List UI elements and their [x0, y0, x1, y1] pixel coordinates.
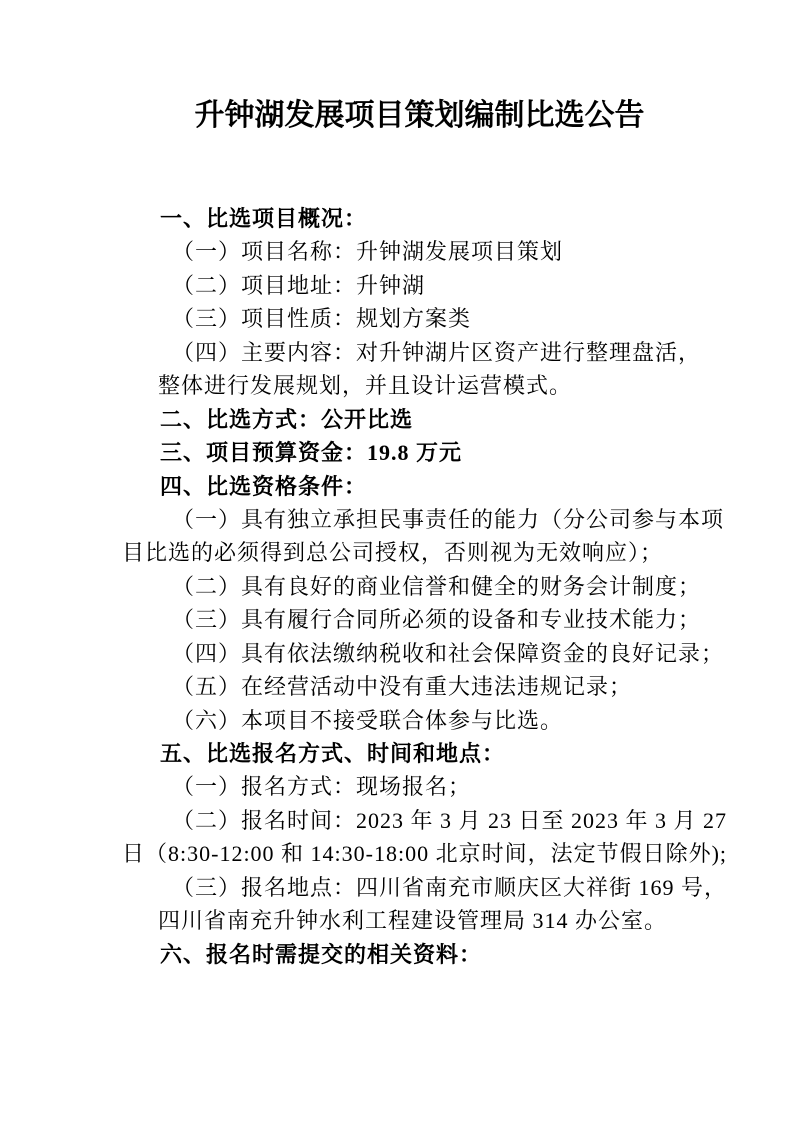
heading-3-project-budget: 三、项目预算资金：19.8 万元: [160, 440, 463, 466]
item-4-5-qualification: （五）在经营活动中没有重大违法违规记录；: [172, 674, 633, 700]
item-5-2-reg-time-cont: 日（8:30-12:00 和 14:30-18:00 北京时间，法定节假日除外);: [122, 841, 728, 867]
item-1-2-project-address: （二）项目地址：升钟湖: [172, 272, 426, 298]
item-4-6-qualification: （六）本项目不接受联合体参与比选。: [172, 707, 564, 733]
heading-2-selection-method: 二、比选方式：公开比选: [160, 406, 414, 432]
item-4-1-qualification-cont: 目比选的必须得到总公司授权，否则视为无效响应）；: [122, 540, 664, 566]
heading-1-overview: 一、比选项目概况：: [160, 206, 368, 231]
item-1-1-project-name: （一）项目名称：升钟湖发展项目策划: [172, 239, 564, 265]
page-title: 升钟湖发展项目策划编制比选公告: [194, 99, 645, 132]
item-4-4-qualification: （四）具有依法缴纳税收和社会保障资金的良好记录；: [172, 640, 725, 666]
heading-5-registration: 五、比选报名方式、时间和地点：: [160, 741, 506, 766]
item-1-4-main-content-cont: 整体进行发展规划，并且设计运营模式。: [158, 373, 573, 399]
heading-4-qualifications: 四、比选资格条件：: [160, 473, 368, 499]
item-1-4-main-content: （四）主要内容：对升钟湖片区资产进行整理盘活，: [172, 339, 702, 365]
item-4-2-qualification: （二）具有良好的商业信誉和健全的财务会计制度；: [172, 573, 702, 599]
item-5-1-reg-method: （一）报名方式：现场报名；: [172, 774, 472, 800]
item-5-3-reg-location-cont: 四川省南充升钟水利工程建设管理局 314 办公室。: [158, 908, 668, 934]
item-5-3-reg-location: （三）报名地点：四川省南充市顺庆区大祥街 169 号，: [172, 874, 728, 900]
document-body: [122, 202, 728, 971]
item-4-1-qualification: （一）具有独立承担民事责任的能力（分公司参与本项: [172, 506, 725, 532]
item-4-3-qualification: （三）具有履行合同所必须的设备和专业技术能力；: [172, 607, 702, 633]
item-5-2-reg-time: （二）报名时间：2023 年 3 月 23 日至 2023 年 3 月 27: [172, 807, 728, 833]
item-1-3-project-nature: （三）项目性质：规划方案类: [172, 306, 472, 332]
heading-6-materials: 六、报名时需提交的相关资料：: [160, 941, 483, 967]
